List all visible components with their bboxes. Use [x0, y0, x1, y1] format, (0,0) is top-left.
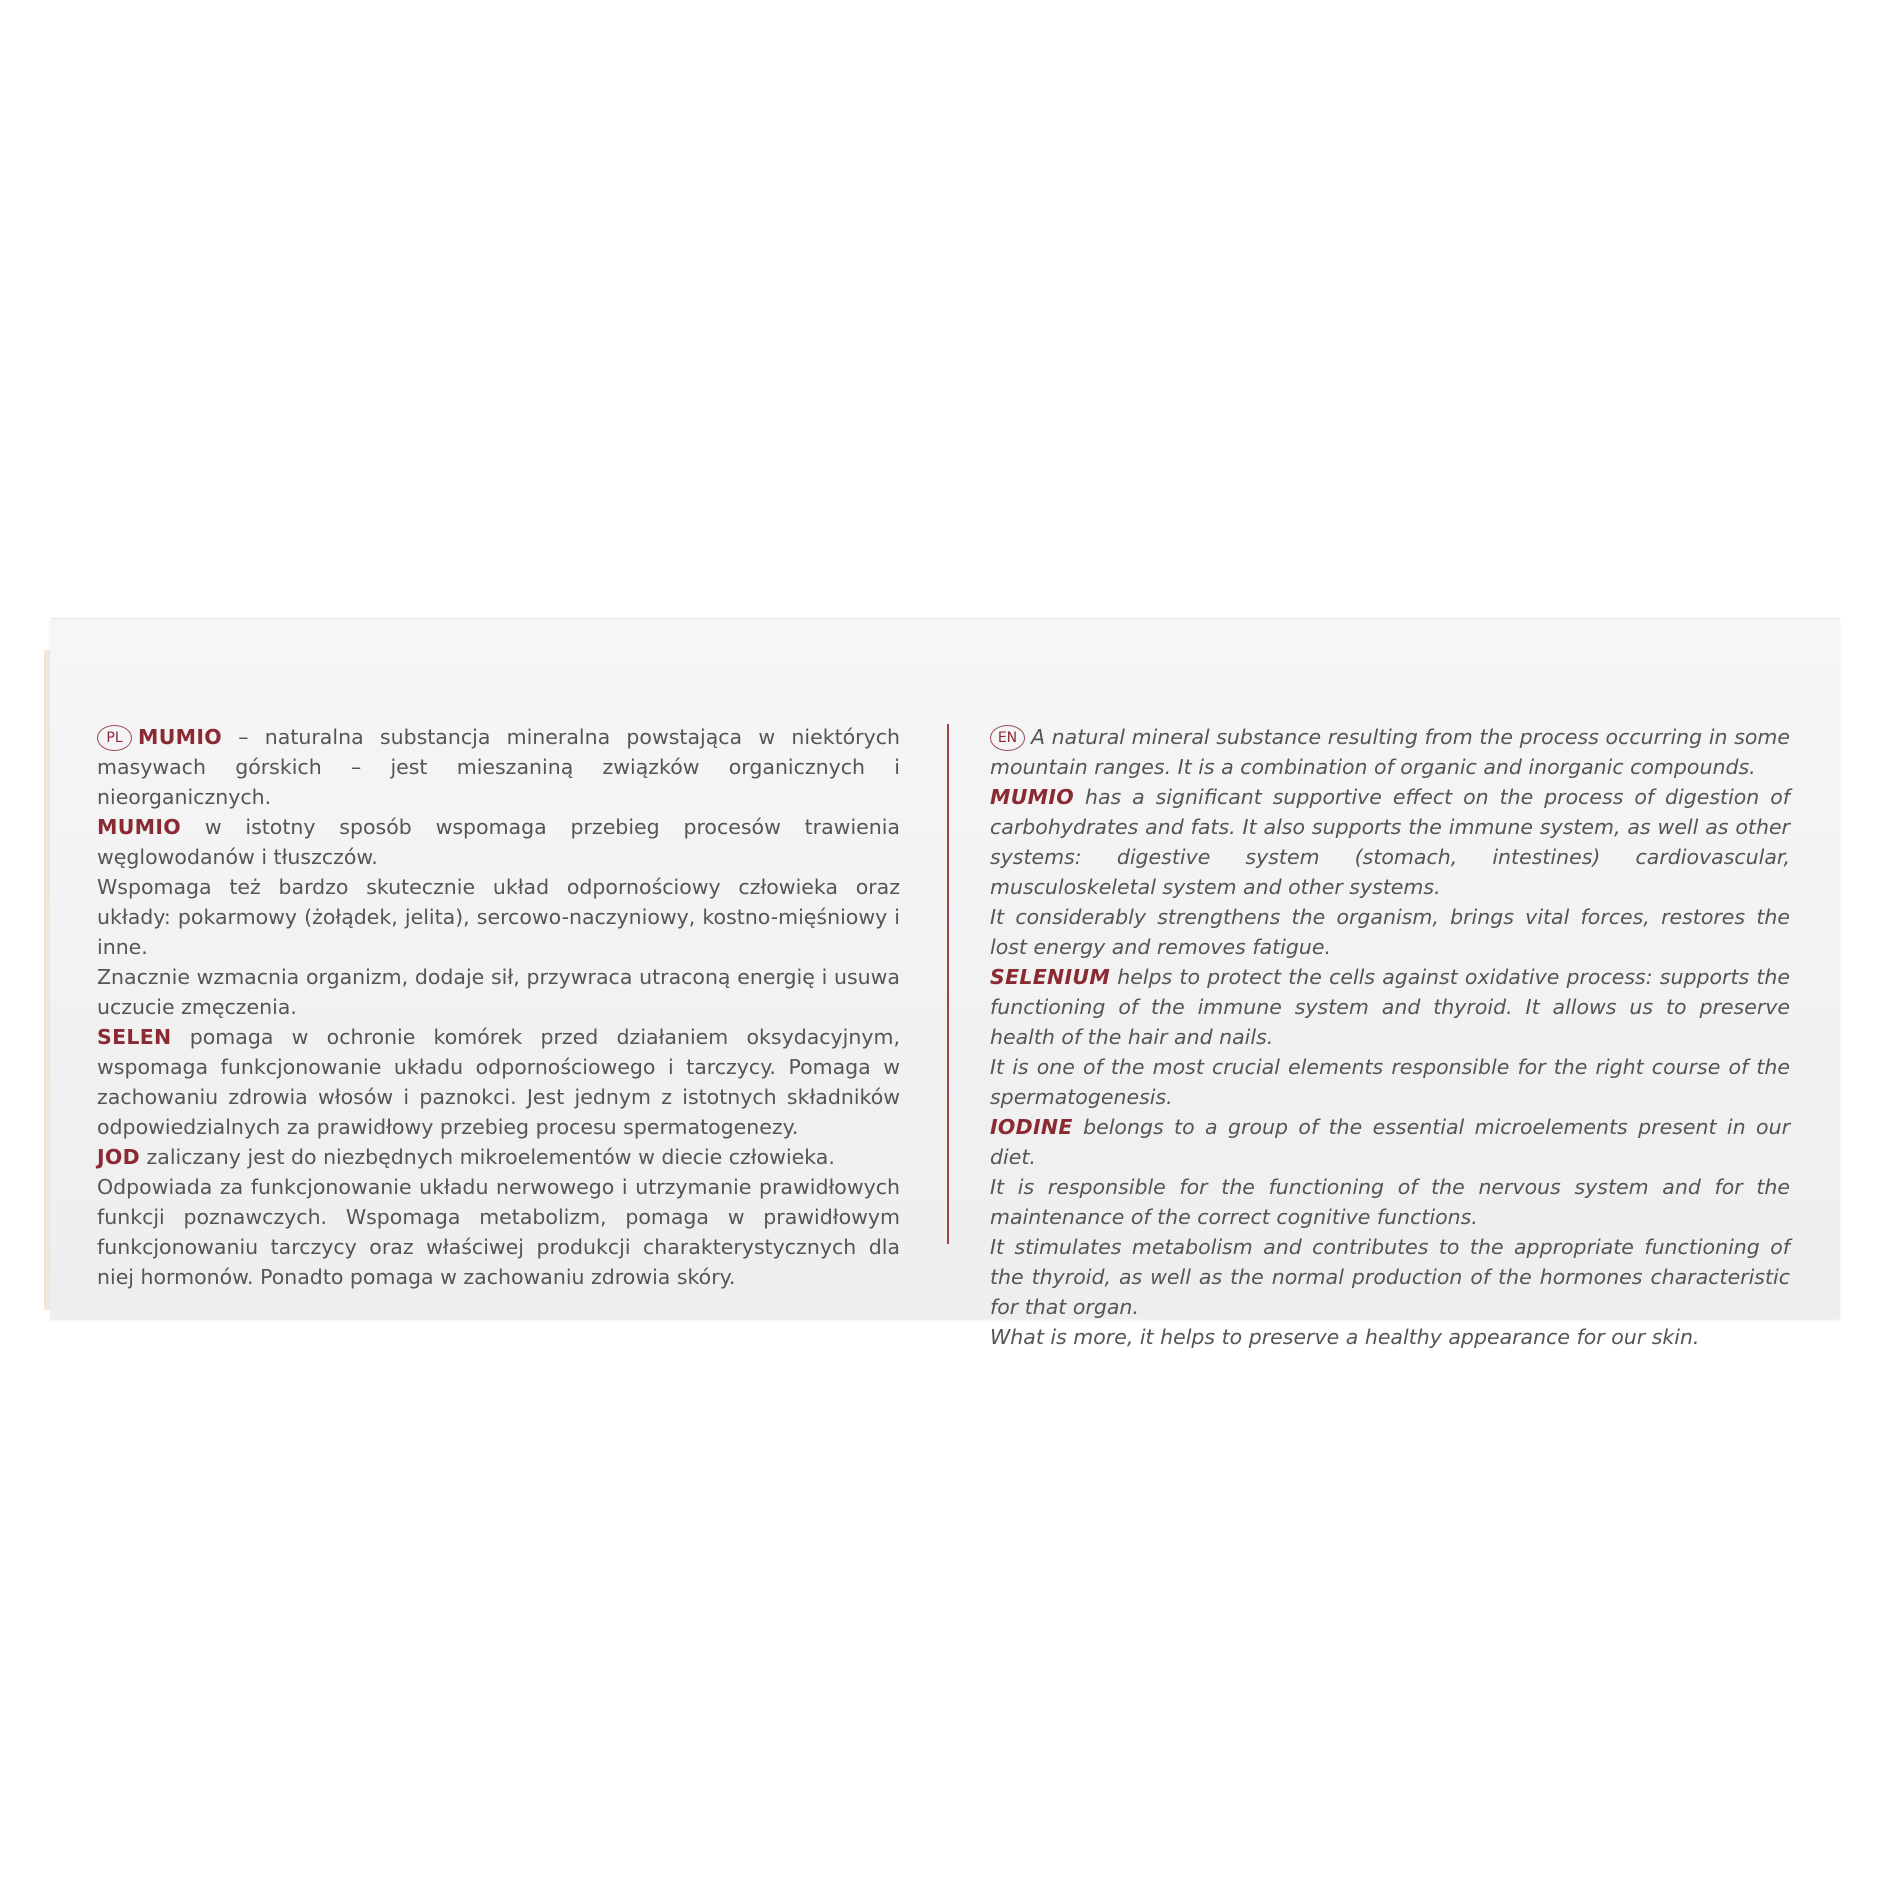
en-paragraph-selenium — [990, 962, 1790, 1052]
english-description — [990, 722, 1790, 1352]
pl-text-mumio-intro: – naturalna substancja mineralna powstająca w niektórych masywach górskich – jest mieszaniną związków organicznych i nieorganicznych. — [97, 725, 900, 809]
pl-keyword-selen: SELEN — [97, 1025, 172, 1049]
en-paragraph-mumio — [990, 782, 1790, 902]
en-paragraph-nervous: It is responsible for the functioning of the nervous system and for the maintenance of the correct cognitive functions. — [990, 1175, 1790, 1229]
en-language-badge: EN — [990, 725, 1025, 751]
pl-text-selen: pomaga w ochronie komórek przed działaniem oksydacyjnym, wspomaga funkcjonowanie układu odpornościowego i tarczycy. Pomaga w zachowaniu zdrowia włosów i paznokci. Jest jednym z istotnych składników odpowiedzialnych za prawidłowy przebieg procesu spermatogenezy. — [97, 1025, 900, 1139]
pl-keyword-mumio: MUMIO — [138, 725, 223, 749]
en-paragraph-metabolism: It stimulates metabolism and contributes to the appropriate functioning of the thyroid, as well as the normal production of the hormones characteristic for that organ. — [990, 1235, 1790, 1319]
pl-language-badge: PL — [97, 725, 132, 751]
pl-text-mumio-digestion: w istotny sposób wspomaga przebieg procesów trawienia węglowodanów i tłuszczów. — [97, 815, 900, 869]
en-keyword-selenium: SELENIUM — [990, 965, 1111, 989]
en-keyword-iodine: IODINE — [990, 1115, 1073, 1139]
en-text-mumio: has a significant supportive effect on the process of digestion of carbohydrates and fats. It also supports the immune system, as well as other systems: digestive system (stomach, intestines) cardiovascular, musculoskeletal system and other systems. — [990, 785, 1790, 899]
pl-paragraph-selen — [97, 1022, 900, 1142]
pl-paragraph-nervous: Odpowiada za funkcjonowanie układu nerwowego i utrzymanie prawidłowych funkcji poznawczych. Wspomaga metabolizm, pomaga w prawidłowym funkcjonowaniu tarczycy oraz właściwej produkcji charakterystycznych dla niej hormonów. Ponadto pomaga w zachowaniu zdrowia skóry. — [97, 1175, 900, 1289]
pl-paragraph-jod — [97, 1142, 900, 1172]
pl-keyword-mumio-2: MUMIO — [97, 815, 182, 839]
pl-paragraph-mumio-intro — [97, 722, 900, 812]
pl-keyword-jod: JOD — [97, 1145, 140, 1169]
en-paragraph-spermatogenesis: It is one of the most crucial elements responsible for the right course of the spermatogenesis. — [990, 1055, 1790, 1109]
polish-description — [97, 722, 900, 1292]
en-text-selenium: helps to protect the cells against oxidative process: supports the functioning of the immune system and thyroid. It allows us to preserve health of the hair and nails. — [990, 965, 1790, 1049]
en-paragraph-skin: What is more, it helps to preserve a healthy appearance for our skin. — [990, 1325, 1700, 1349]
en-text-iodine: belongs to a group of the essential microelements present in our diet. — [990, 1115, 1790, 1169]
en-paragraph-iodine — [990, 1112, 1790, 1172]
column-divider — [947, 724, 949, 1244]
en-paragraph-intro — [990, 722, 1790, 782]
pl-paragraph-immune: Wspomaga też bardzo skutecznie układ odpornościowy człowieka oraz układy: pokarmowy (żołądek, jelita), sercowo-naczyniowy, kostno-mięśniowy i inne. — [97, 875, 900, 959]
en-paragraph-energy: It considerably strengthens the organism, brings vital forces, restores the lost energy and removes fatigue. — [990, 905, 1790, 959]
pl-paragraph-mumio-digestion — [97, 812, 900, 872]
en-keyword-mumio: MUMIO — [990, 785, 1075, 809]
en-text-intro: A natural mineral substance resulting from the process occurring in some mountain ranges. It is a combination of organic and inorganic compounds. — [990, 725, 1790, 779]
pl-paragraph-energy: Znacznie wzmacnia organizm, dodaje sił, przywraca utraconą energię i usuwa uczucie zmęczenia. — [97, 965, 900, 1019]
pl-text-jod: zaliczany jest do niezbędnych mikroelementów w diecie człowieka. — [139, 1145, 835, 1169]
